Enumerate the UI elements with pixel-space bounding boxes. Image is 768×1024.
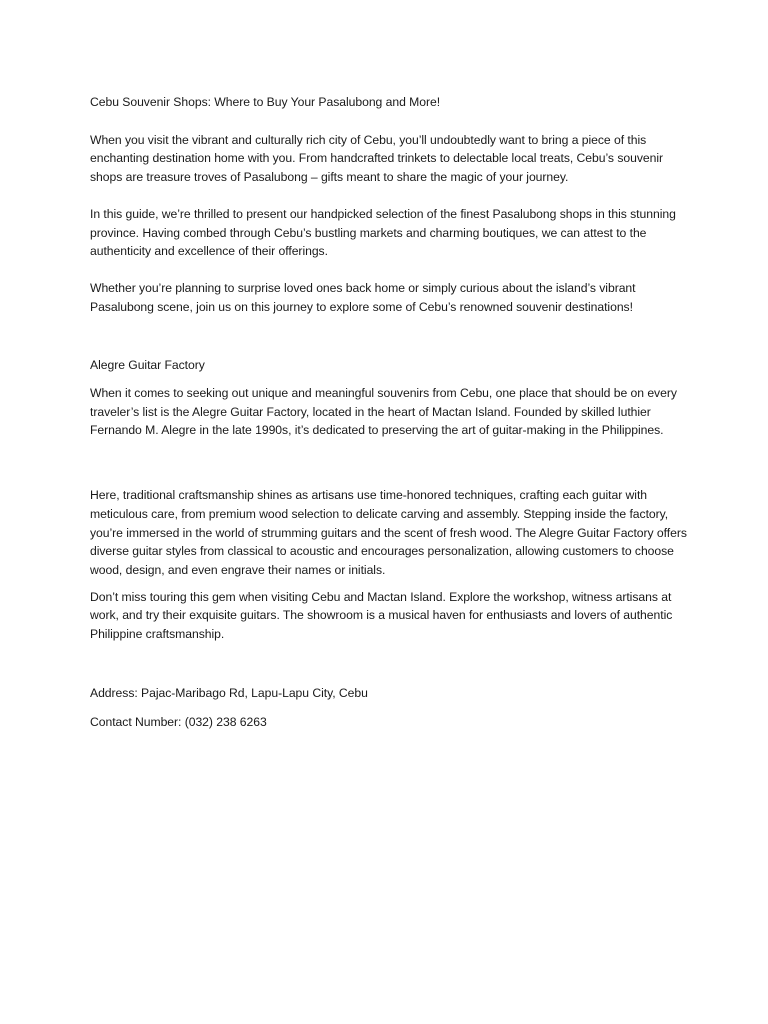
- shop-address: Address: Pajac-Maribago Rd, Lapu-Lapu City, Cebu: [90, 685, 368, 700]
- intro-paragraph-2: In this guide, we’re thrilled to present our handpicked selection of the finest Pasalubong shops in this stunning province. Having combed through Cebu’s bustling markets and charming boutiques, we can attest to the authenticity and excellence of their offerings.: [90, 206, 676, 259]
- section-paragraph-2: Here, traditional craftsmanship shines as artisans use time-honored techniques, crafting each guitar with meticulous care, from premium wood selection to delicate carving and assembly. Stepping inside the factory, you’re immersed in the world of strumming guitars and the scent of fresh wood. The Alegre Guitar Factory offers diverse guitar styles from classical to acoustic and encourages personalization, allowing customers to choose wood, design, and even engrave their names or initials.: [90, 488, 687, 577]
- section-paragraph-3: Don’t miss touring this gem when visiting Cebu and Mactan Island. Explore the workshop, witness artisans at work, and try their exquisite guitars. The showroom is a musical haven for enthusiasts and lovers of authentic Philippine craftsmanship.: [90, 589, 673, 642]
- intro-paragraph-1: When you visit the vibrant and culturally rich city of Cebu, you’ll undoubtedly want to bring a piece of this enchanting destination home with you. From handcrafted trinkets to delectable local treats, Cebu’s souvenir shops are treasure troves of Pasalubong – gifts meant to share the magic of your journey.: [90, 132, 663, 185]
- intro-paragraph-3: Whether you’re planning to surprise loved ones back home or simply curious about the island’s vibrant Pasalubong scene, join us on this journey to explore some of Cebu’s renowned souvenir destinations!: [90, 280, 636, 314]
- document-title: Cebu Souvenir Shops: Where to Buy Your Pasalubong and More!: [90, 95, 441, 109]
- shop-contact-number: Contact Number: (032) 238 6263: [90, 715, 267, 730]
- document-page: [90, 93, 690, 732]
- section-paragraph-1: When it comes to seeking out unique and meaningful souvenirs from Cebu, one place that should be on every traveler’s list is the Alegre Guitar Factory, located in the heart of Mactan Island. Founded by skilled luthier Fernando M. Alegre in the late 1990s, it’s dedicated to preserving the art of guitar-making in the Philippines.: [90, 386, 677, 438]
- section-heading: Alegre Guitar Factory: [90, 358, 205, 373]
